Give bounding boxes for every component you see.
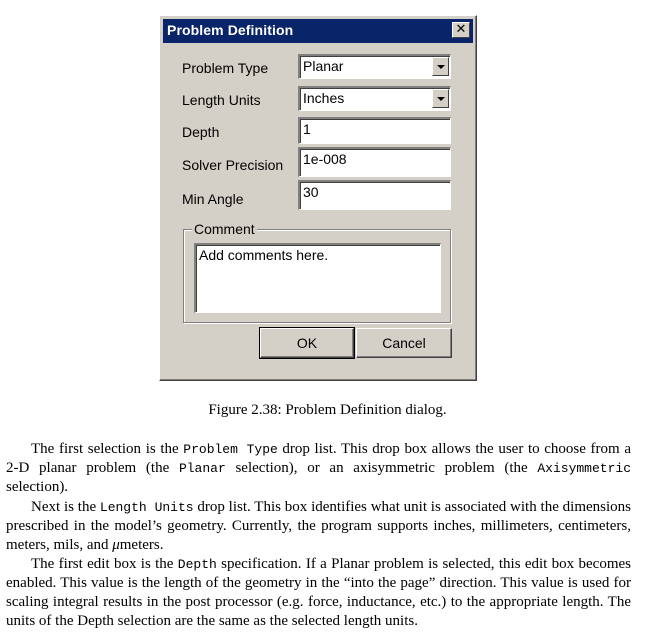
chevron-down-icon — [437, 65, 445, 69]
problem-definition-dialog — [159, 15, 477, 381]
close-icon: ✕ — [455, 22, 467, 37]
title-bar[interactable] — [163, 19, 473, 43]
cancel-button[interactable]: Cancel — [356, 328, 452, 358]
depth-input[interactable] — [298, 117, 451, 144]
paragraph-depth: The first edit box is the Depth specification. If a Planar problem is selected, this edit box becomes enabled. This value is the length of the geometry in the “into the page” direction. This value is used for scaling integral results in the post processor (e.g. force, inductance, etc.) to the appropriate length. The units of the Depth selection are the same as the selected length units. — [6, 556, 631, 629]
comment-value: Add comments here. — [199, 247, 329, 263]
min-angle-label: Min Angle — [182, 191, 244, 207]
solver-precision-input[interactable] — [298, 147, 451, 177]
close-button[interactable] — [452, 22, 470, 38]
comment-groupbox — [183, 221, 451, 323]
solver-precision-value: 1e-008 — [303, 151, 347, 167]
length-units-label: Length Units — [182, 92, 261, 108]
min-angle-input[interactable] — [298, 180, 451, 210]
dialog-title: Problem Definition — [167, 22, 294, 38]
length-units-select[interactable] — [298, 86, 451, 111]
problem-type-select[interactable] — [298, 54, 451, 79]
depth-label: Depth — [182, 124, 220, 140]
paragraph-problem-type: The first selection is the Problem Type drop list. This drop box allows the user to choose from a 2-D planar problem (the Planar selection), or an axisymmetric problem (the Axisymmetric selection). — [6, 441, 631, 495]
comment-label: Comment — [194, 221, 255, 237]
length-units-dropdown-button[interactable] — [432, 89, 449, 108]
min-angle-value: 30 — [303, 184, 319, 200]
solver-precision-label: Solver Precision — [182, 157, 284, 173]
problem-type-value: Planar — [303, 58, 344, 74]
problem-type-dropdown-button[interactable] — [432, 57, 449, 76]
depth-value: 1 — [303, 121, 311, 137]
paragraph-length-units: Next is the Length Units drop list. This box identifies what unit is associated with the dimensions prescribed in the model’s geometry. Currently, the program supports inches, millimeters, centimeters, meters, mils, and μmeters. — [6, 499, 631, 553]
figure-caption: Figure 2.38: Problem Definition dialog. — [208, 402, 447, 418]
chevron-down-icon — [437, 97, 445, 101]
problem-type-label: Problem Type — [182, 60, 269, 76]
comment-textarea[interactable] — [194, 243, 441, 313]
length-units-value: Inches — [303, 90, 345, 106]
ok-button[interactable]: OK — [260, 328, 354, 358]
